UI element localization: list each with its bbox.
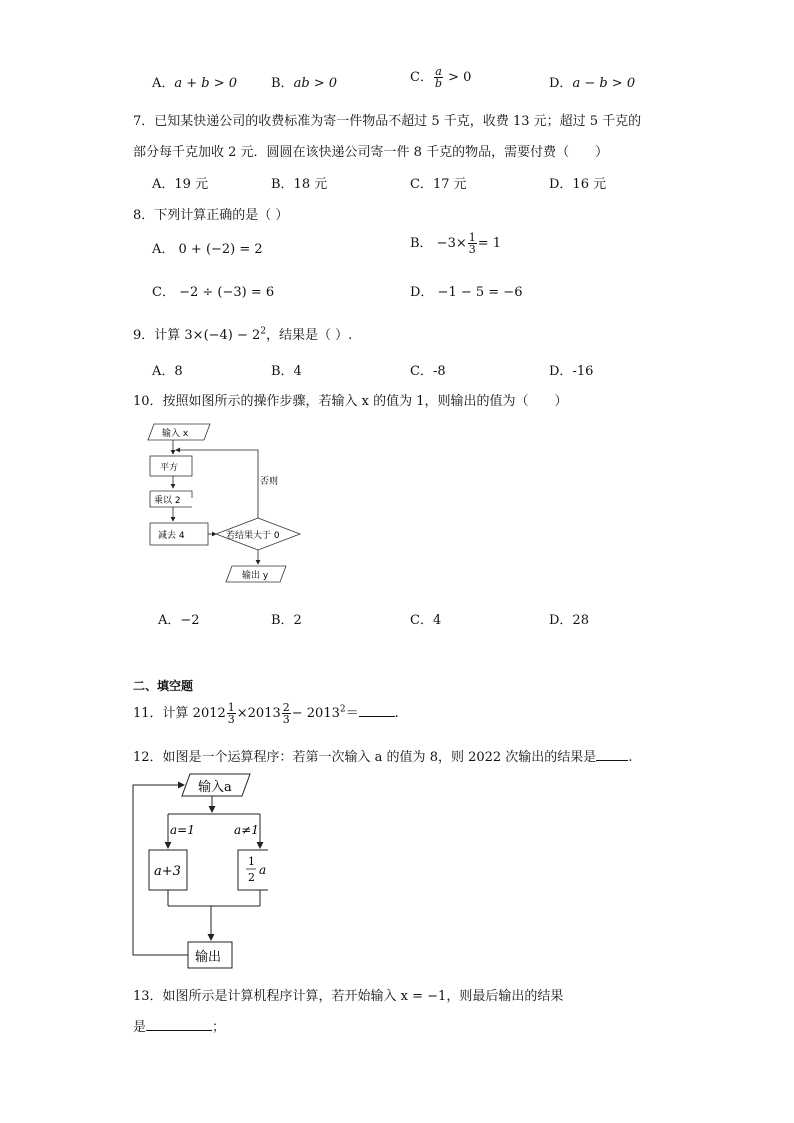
flow-decision-label: 若结果大于 0 (226, 531, 280, 541)
math-expr: 3×(−4) − 2 (184, 328, 261, 343)
q10-stem: 10．按照如图所示的操作步骤，若输入 x 的值为 1，则输出的值为（ ） (133, 394, 568, 409)
stem-text: 11．计算 2012 (133, 706, 226, 721)
option-expr: ab > 0 (293, 76, 338, 91)
flow12-half-num: 1 (248, 855, 255, 868)
q13-stem-line2 (133, 1016, 225, 1035)
answer-blank[interactable] (146, 1018, 212, 1031)
flow-times2-label: 乘以 2 (154, 496, 181, 506)
flow12-cond-neq1: a≠1 (234, 823, 259, 837)
q6-option-c (410, 66, 471, 89)
q9-option-c: C．-8 (410, 364, 446, 379)
stem-text: 9．计算 (133, 328, 185, 343)
flow12-cond-eq1: a=1 (170, 823, 195, 837)
q11-stem (133, 702, 399, 725)
option-letter: A． (152, 76, 175, 91)
exponent: 2 (260, 326, 267, 337)
frac-den: 3 (282, 713, 290, 726)
flow-minus4-label: 减去 4 (158, 531, 185, 541)
q13-stem-line1: 13．如图所示是计算机程序计算，若开始输入 x = −1，则最后输出的结果 (133, 989, 564, 1004)
stem-text: 是 (133, 1020, 147, 1035)
q10-option-a: A．−2 (158, 613, 200, 628)
stem-text: . (628, 750, 633, 765)
q10-option-b: B．2 (271, 613, 302, 628)
q7-stem-line1: 7．已知某快递公司的收费标准为寄一件物品不超过 5 千克，收费 13 元；超过 5 千克的 (133, 114, 642, 129)
flow12-half-den: 2 (248, 871, 255, 884)
option-expr: a − b > 0 (572, 76, 636, 91)
flow12-box-a-plus-3-label: a+3 (154, 864, 181, 879)
fraction (227, 702, 236, 725)
q8-option-b (410, 232, 501, 255)
option-expr: = 1 (477, 236, 502, 251)
q7-option-c: C．17 元 (410, 177, 467, 192)
math-expr: ×2013 (236, 706, 281, 721)
q6-option-a (152, 72, 237, 91)
option-expr: > 0 (444, 70, 472, 85)
stem-text: . (394, 706, 399, 721)
q10-option-d: D．28 (549, 613, 589, 628)
stem-text: ，结果是（ ）. (266, 328, 353, 343)
q8-option-d: D． −1 − 5 = −6 (410, 285, 523, 300)
frac-num: 1 (468, 231, 476, 244)
q9-option-d: D．-16 (549, 364, 594, 379)
frac-num: 2 (282, 701, 290, 714)
frac-num: a (435, 65, 442, 78)
stem-text: ； (212, 1020, 226, 1035)
exponent: 2 (339, 704, 346, 715)
stem-text: 12．如图是一个运算程序：若第一次输入 a 的值为 8，则 2022 次输出的结果是 (133, 750, 597, 765)
math-expr: − 2013 (291, 706, 340, 721)
fraction (434, 66, 443, 89)
q7-stem-line2: 部分每千克加收 2 元．圆圆在该快递公司寄一件 8 千克的物品，需要付费（ ） (133, 145, 609, 160)
option-letter: D． (549, 76, 573, 91)
math-expr: ＝ (345, 706, 359, 721)
q6-option-d (549, 72, 635, 91)
flow12-half-var: a (259, 863, 267, 877)
q12-flowchart (128, 770, 268, 972)
flow-input-label: 输入 x (162, 429, 189, 439)
q6-option-b (271, 72, 337, 91)
frac-den: b (434, 77, 442, 90)
q8-option-c: C． −2 ÷ (−3) = 6 (152, 285, 275, 300)
flow-square-label: 平方 (160, 463, 179, 473)
frac-den: 3 (227, 713, 235, 726)
q7-option-d: D．16 元 (549, 177, 607, 192)
flow12-output-label: 输出 (195, 950, 222, 965)
frac-den: 3 (468, 243, 476, 256)
fraction (282, 702, 291, 725)
option-letter: B． (271, 76, 294, 91)
q9-option-b: B．4 (271, 364, 302, 379)
q9-option-a: A．8 (152, 364, 183, 379)
q8-option-a: A． 0 + (−2) = 2 (152, 242, 263, 257)
answer-blank[interactable] (359, 704, 395, 717)
answer-blank[interactable] (596, 748, 628, 761)
q7-option-b: B．18 元 (271, 177, 328, 192)
q8-stem: 8．下列计算正确的是（ ） (133, 208, 289, 223)
section-title-fill-blank: 二、填空题 (133, 679, 194, 693)
q10-flowchart (140, 418, 320, 588)
q12-stem (133, 746, 632, 765)
frac-num: 1 (227, 701, 235, 714)
flow12-input-label: 输入a (198, 780, 232, 795)
q10-option-c: C．4 (410, 613, 442, 628)
q9-stem (133, 324, 352, 343)
flow-output-label: 输出 y (242, 571, 269, 581)
option-letter: C． (410, 70, 433, 85)
option-expr: a + b > 0 (174, 76, 238, 91)
flow-else-label: 否则 (260, 477, 279, 487)
fraction (468, 232, 477, 255)
q7-option-a: A．19 元 (152, 177, 209, 192)
option-expr: B． −3× (410, 236, 467, 251)
